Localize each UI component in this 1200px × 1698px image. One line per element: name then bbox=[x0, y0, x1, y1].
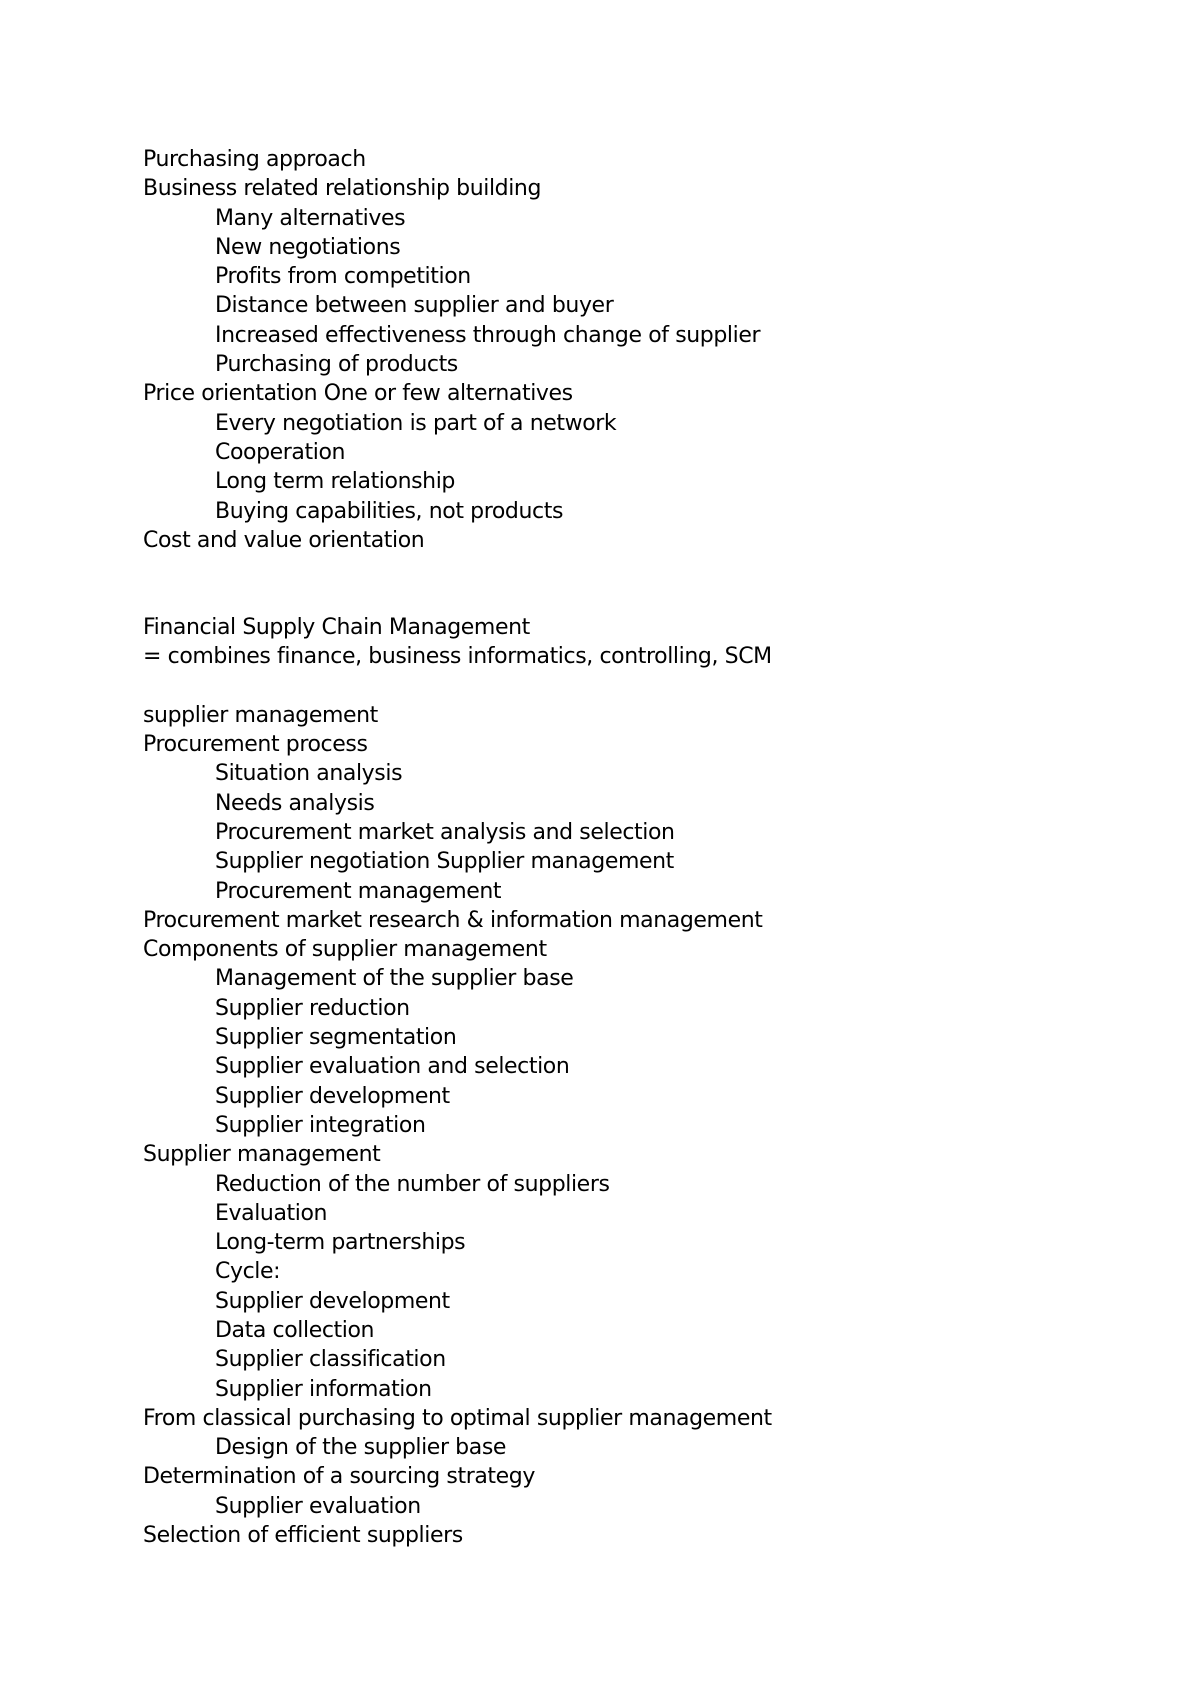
text-line: Procurement process bbox=[143, 732, 368, 758]
text-line-indented: Reduction of the number of suppliers bbox=[215, 1171, 610, 1197]
text-line: Business related relationship building bbox=[143, 176, 542, 202]
text-line-indented: Procurement market analysis and selection bbox=[215, 819, 675, 845]
text-line: Cost and value orientation bbox=[143, 527, 425, 553]
text-line-indented: Data collection bbox=[215, 1317, 375, 1343]
text-line-indented: Supplier information bbox=[215, 1376, 432, 1402]
text-line: Procurement market research & information management bbox=[143, 907, 763, 933]
text-line-indented: Profits from competition bbox=[215, 264, 471, 290]
text-line-indented: Situation analysis bbox=[215, 761, 403, 787]
text-line-indented: Procurement management bbox=[215, 878, 502, 904]
text-line-indented: Many alternatives bbox=[215, 205, 406, 231]
text-line-indented: Evaluation bbox=[215, 1200, 328, 1226]
text-line-indented: Supplier evaluation and selection bbox=[215, 1054, 570, 1080]
text-line-indented: Purchasing of products bbox=[215, 352, 458, 378]
text-line: Purchasing approach bbox=[143, 147, 366, 172]
text-line: Selection of efficient suppliers bbox=[143, 1523, 463, 1549]
text-line: Supplier management bbox=[143, 1142, 381, 1168]
text-line-indented: Cycle: bbox=[215, 1259, 281, 1285]
text-line-indented: Buying capabilities, not products bbox=[215, 498, 564, 524]
text-line-indented: Needs analysis bbox=[215, 790, 375, 816]
text-line-indented: Design of the supplier base bbox=[215, 1435, 507, 1461]
text-line: Price orientation One or few alternatives bbox=[143, 381, 573, 407]
blank-space bbox=[143, 672, 1140, 701]
text-line-indented: Cooperation bbox=[215, 439, 346, 465]
text-line: supplier management bbox=[143, 702, 378, 728]
text-line-indented: Increased effectiveness through change of supplier bbox=[215, 322, 761, 348]
blank-space bbox=[143, 555, 1140, 613]
text-line-indented: Supplier development bbox=[215, 1083, 450, 1109]
text-line-indented: Supplier integration bbox=[215, 1112, 426, 1138]
text-line: = combines finance, business informatics, controlling, SCM bbox=[143, 644, 772, 670]
text-line-indented: Long-term partnerships bbox=[215, 1230, 466, 1256]
text-line-indented: Every negotiation is part of a network bbox=[215, 410, 617, 436]
text-line: Financial Supply Chain Management bbox=[143, 615, 530, 641]
text-line-indented: Management of the supplier base bbox=[215, 966, 574, 992]
text-line: Determination of a sourcing strategy bbox=[143, 1464, 535, 1490]
text-line-indented: Supplier development bbox=[215, 1288, 450, 1314]
text-line-indented: Supplier negotiation Supplier management bbox=[215, 849, 674, 875]
text-line: Components of supplier management bbox=[143, 937, 547, 963]
text-line-indented: Supplier classification bbox=[215, 1347, 446, 1373]
text-line-indented: Distance between supplier and buyer bbox=[215, 293, 614, 319]
text-line-indented: New negotiations bbox=[215, 234, 401, 260]
text-line-indented: Supplier segmentation bbox=[215, 1025, 457, 1051]
text-line-indented: Long term relationship bbox=[215, 469, 455, 495]
document-body bbox=[143, 145, 1140, 1550]
text-line-indented: Supplier evaluation bbox=[215, 1493, 421, 1519]
text-line-indented: Supplier reduction bbox=[215, 995, 410, 1021]
text-line: From classical purchasing to optimal supplier management bbox=[143, 1405, 772, 1431]
